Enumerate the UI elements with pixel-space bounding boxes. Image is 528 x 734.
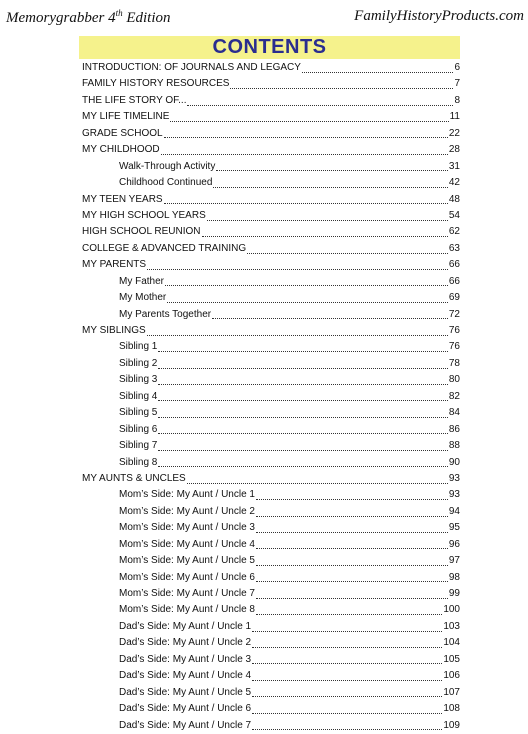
toc-subentry[interactable] <box>82 274 460 290</box>
dot-leader <box>164 193 448 204</box>
dot-leader <box>212 308 448 319</box>
toc-page-number: 108 <box>443 703 460 715</box>
dot-leader <box>256 588 448 599</box>
toc-entry-title: Dad’s Side: My Aunt / Uncle 3 <box>119 653 252 665</box>
toc-entry-title: Dad’s Side: My Aunt / Uncle 1 <box>119 620 252 632</box>
toc-entry-title: Mom’s Side: My Aunt / Uncle 1 <box>119 489 255 501</box>
dot-leader <box>158 423 448 434</box>
toc-entry[interactable] <box>82 257 460 273</box>
dot-leader <box>202 226 448 237</box>
toc-subentry[interactable] <box>82 685 460 701</box>
toc-page-number: 63 <box>448 242 460 254</box>
toc-page-number: 88 <box>448 440 460 452</box>
toc-page-number: 66 <box>448 259 460 271</box>
toc-subentry[interactable] <box>82 455 460 471</box>
toc-subentry[interactable] <box>82 290 460 306</box>
edition-suffix: Edition <box>122 10 171 26</box>
toc-entry-title: Mom’s Side: My Aunt / Uncle 8 <box>119 604 255 616</box>
dot-leader <box>170 111 448 122</box>
toc-page-number: 76 <box>448 325 460 336</box>
toc-entry-title: Sibling 7 <box>119 440 158 452</box>
toc-page-number: 105 <box>443 653 460 665</box>
toc-subentry[interactable] <box>82 339 460 355</box>
toc-subentry[interactable] <box>82 372 460 388</box>
dot-leader <box>256 506 448 517</box>
toc-page-number: 66 <box>448 275 460 287</box>
dot-leader <box>247 243 448 254</box>
toc-entry-title: Sibling 5 <box>119 407 158 419</box>
toc-page-number: 62 <box>448 226 460 238</box>
toc-entry-title: Dad’s Side: My Aunt / Uncle 5 <box>119 686 252 698</box>
toc-entry-title: Sibling 2 <box>119 357 158 369</box>
toc-page-number: 84 <box>448 407 460 419</box>
toc-page-number: 95 <box>448 522 460 534</box>
toc-entry-title: INTRODUCTION: OF JOURNALS AND LEGACY <box>82 62 301 73</box>
dot-leader <box>302 62 454 73</box>
toc-page-number: 97 <box>448 555 460 567</box>
edition-ordinal: th <box>115 8 123 18</box>
page-header <box>0 0 528 34</box>
toc-entry[interactable] <box>82 323 460 339</box>
toc-subentry[interactable] <box>82 652 460 668</box>
toc-page-number: 11 <box>449 111 460 123</box>
toc-page-number: 96 <box>448 538 460 550</box>
dot-leader <box>158 407 448 418</box>
toc-page-number: 93 <box>448 489 460 501</box>
toc-entry-title: Mom’s Side: My Aunt / Uncle 7 <box>119 588 255 599</box>
toc-entry[interactable] <box>82 76 460 92</box>
toc-entry[interactable] <box>82 126 460 142</box>
page-title: CONTENTS <box>212 36 327 58</box>
toc-entry-title: Walk-Through Activity <box>119 160 216 172</box>
toc-subentry[interactable] <box>82 619 460 635</box>
toc-entry-title: FAMILY HISTORY RESOURCES <box>82 78 230 90</box>
toc-entry[interactable] <box>82 241 460 257</box>
toc-page-number: 42 <box>448 177 460 189</box>
toc-page-number: 80 <box>448 374 460 386</box>
dot-leader <box>147 259 448 270</box>
toc-entry[interactable] <box>82 208 460 224</box>
toc-entry-title: My Parents Together <box>119 308 212 320</box>
toc-entry-title: GRADE SCHOOL <box>82 127 163 139</box>
dot-leader <box>252 621 442 632</box>
toc-subentry[interactable] <box>82 356 460 372</box>
toc-page-number: 94 <box>448 505 460 517</box>
edition-text: Memorygrabber 4 <box>6 10 116 26</box>
dot-leader <box>158 456 448 467</box>
toc-page-number: 72 <box>448 308 460 320</box>
dot-leader <box>252 653 442 664</box>
toc-entry-title: THE LIFE STORY OF... <box>82 94 187 106</box>
toc-page-number: 6 <box>454 62 460 73</box>
dot-leader <box>213 177 447 188</box>
toc-subentry[interactable] <box>82 586 460 602</box>
toc-entry-title: COLLEGE & ADVANCED TRAINING <box>82 242 247 254</box>
dot-leader <box>165 275 448 286</box>
toc-entry-title: Dad’s Side: My Aunt / Uncle 4 <box>119 670 252 682</box>
toc-page-number: 93 <box>448 472 460 484</box>
dot-leader <box>147 325 448 336</box>
dot-leader <box>256 555 448 566</box>
dot-leader <box>252 719 442 730</box>
toc-page-number: 48 <box>448 193 460 205</box>
toc-entry[interactable] <box>82 224 460 240</box>
book-edition-label <box>6 8 171 27</box>
toc-page-number: 86 <box>448 423 460 435</box>
dot-leader <box>158 374 448 385</box>
toc-subentry[interactable] <box>82 668 460 684</box>
dot-leader <box>256 538 448 549</box>
toc-entry-title: MY AUNTS & UNCLES <box>82 472 186 484</box>
dot-leader <box>256 571 448 582</box>
toc-subentry[interactable] <box>82 159 460 175</box>
toc-entry-title: Sibling 6 <box>119 423 158 435</box>
dot-leader <box>164 127 448 138</box>
toc-page-number: 8 <box>454 94 460 106</box>
toc-entry-title: My Father <box>119 275 165 287</box>
toc-entry[interactable] <box>82 60 460 76</box>
toc-subentry[interactable] <box>82 553 460 569</box>
dot-leader <box>158 440 448 451</box>
toc-subentry[interactable] <box>82 718 460 734</box>
toc-entry-title: MY PARENTS <box>82 259 147 271</box>
toc-page-number: 99 <box>448 588 460 599</box>
dot-leader <box>207 210 448 221</box>
toc-entry-title: Childhood Continued <box>119 177 213 189</box>
toc-subentry[interactable] <box>82 405 460 421</box>
toc-subentry[interactable] <box>82 422 460 438</box>
dot-leader <box>252 670 442 681</box>
toc-entry-title: Dad’s Side: My Aunt / Uncle 7 <box>119 719 252 731</box>
dot-leader <box>158 341 448 352</box>
toc-entry-title: Dad’s Side: My Aunt / Uncle 2 <box>119 637 252 649</box>
toc-entry-title: Mom’s Side: My Aunt / Uncle 5 <box>119 555 255 567</box>
toc-page-number: 22 <box>448 127 460 139</box>
toc-entry-title: MY TEEN YEARS <box>82 193 163 205</box>
toc-page-number: 76 <box>448 341 460 353</box>
toc-subentry[interactable] <box>82 175 460 191</box>
toc-page-number: 103 <box>443 620 460 632</box>
toc-page-number: 82 <box>448 390 460 402</box>
dot-leader <box>230 78 453 89</box>
dot-leader <box>161 144 448 155</box>
toc-entry-title: Sibling 1 <box>119 341 158 353</box>
toc-subentry[interactable] <box>82 487 460 503</box>
toc-entry-title: Sibling 8 <box>119 456 158 468</box>
dot-leader <box>252 703 442 714</box>
toc-page-number: 98 <box>448 571 460 583</box>
toc-entry-title: MY CHILDHOOD <box>82 144 160 156</box>
dot-leader <box>216 160 448 171</box>
table-of-contents <box>82 60 460 734</box>
toc-entry-title: Mom’s Side: My Aunt / Uncle 4 <box>119 538 255 550</box>
toc-subentry[interactable] <box>82 504 460 520</box>
toc-page-number: 78 <box>448 357 460 369</box>
toc-page-number: 100 <box>443 604 460 616</box>
toc-entry[interactable] <box>82 471 460 487</box>
toc-page-number: 69 <box>448 292 460 304</box>
toc-page-number: 109 <box>443 719 460 731</box>
toc-entry[interactable] <box>82 192 460 208</box>
toc-entry-title: Mom’s Side: My Aunt / Uncle 6 <box>119 571 255 583</box>
dot-leader <box>158 358 448 369</box>
toc-entry[interactable] <box>82 109 460 125</box>
toc-subentry[interactable] <box>82 635 460 651</box>
dot-leader <box>252 686 442 697</box>
toc-entry-title: HIGH SCHOOL REUNION <box>82 226 201 238</box>
dot-leader <box>158 390 448 401</box>
toc-entry-title: MY LIFE TIMELINE <box>82 111 170 123</box>
toc-entry-title: Dad’s Side: My Aunt / Uncle 6 <box>119 703 252 715</box>
toc-subentry[interactable] <box>82 438 460 454</box>
toc-entry[interactable] <box>82 142 460 158</box>
toc-page-number: 31 <box>448 160 460 172</box>
toc-page-number: 90 <box>448 456 460 468</box>
contents-title-bar <box>79 36 460 59</box>
website-label: FamilyHistoryProducts.com <box>354 8 524 24</box>
dot-leader <box>187 95 453 106</box>
toc-entry-title: Mom’s Side: My Aunt / Uncle 3 <box>119 522 255 534</box>
toc-entry-title: Sibling 4 <box>119 390 158 402</box>
toc-subentry[interactable] <box>82 389 460 405</box>
dot-leader <box>256 604 442 615</box>
toc-subentry[interactable] <box>82 537 460 553</box>
toc-entry-title: Sibling 3 <box>119 374 158 386</box>
dot-leader <box>187 473 448 484</box>
toc-page-number: 107 <box>443 686 460 698</box>
toc-page-number: 28 <box>448 144 460 156</box>
dot-leader <box>167 292 448 303</box>
toc-entry-title: Mom’s Side: My Aunt / Uncle 2 <box>119 505 255 517</box>
toc-page-number: 104 <box>443 637 460 649</box>
toc-page-number: 54 <box>448 209 460 221</box>
dot-leader <box>256 489 448 500</box>
toc-page-number: 106 <box>443 670 460 682</box>
toc-subentry[interactable] <box>82 307 460 323</box>
toc-entry-title: My Mother <box>119 292 167 304</box>
toc-subentry[interactable] <box>82 602 460 618</box>
toc-subentry[interactable] <box>82 520 460 536</box>
dot-leader <box>256 522 448 533</box>
toc-page-number: 7 <box>454 78 460 90</box>
dot-leader <box>252 637 442 648</box>
toc-subentry[interactable] <box>82 701 460 717</box>
toc-entry[interactable] <box>82 93 460 109</box>
toc-entry-title: MY SIBLINGS <box>82 325 146 336</box>
toc-subentry[interactable] <box>82 570 460 586</box>
toc-entry-title: MY HIGH SCHOOL YEARS <box>82 209 206 221</box>
